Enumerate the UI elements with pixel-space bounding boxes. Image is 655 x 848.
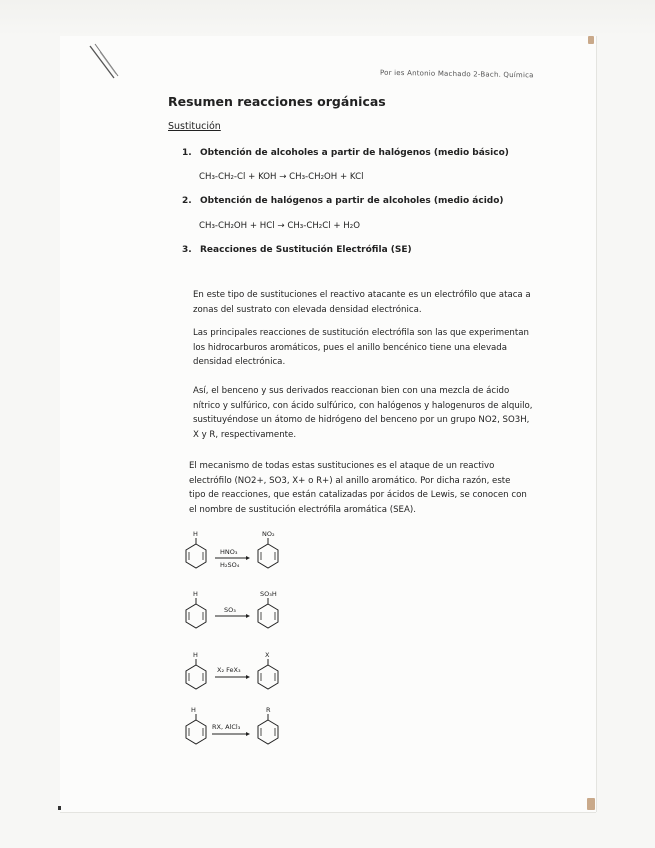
item-3-text: Reacciones de Sustitución Electrófila (SE) [200,245,412,255]
paragraph-4: El mecanismo de todas estas sustituciones es el ataque de un reactivo electrófilo (NO2+, SO3, X+ o R+) al anillo aromático. Por dicha razón, este tipo de reacciones, que están catalizadas por ácidos de Lewis, se conocen con el nombre de sustitución electrófila aromática (SEA). [189,461,527,515]
reactant-substituent: H [193,590,198,598]
reagent-top: SO₃ [224,606,236,614]
reagent-bottom: H₂SO₄ [220,561,240,569]
section-heading: Sustitución [168,121,221,132]
benzene-ring-icon [180,706,290,766]
paper-clip-icon [86,42,126,82]
item-1-number: 1. [182,148,192,158]
corner-mark-bottom-left [58,806,61,810]
reagent-top: HNO₃ [220,548,238,556]
reaction-sulfonation [180,590,290,650]
header-note: Por ies Antonio Machado 2-Bach. Química [380,68,534,80]
scan-background-top [0,0,655,36]
reaction-alkylation [180,706,290,766]
benzene-ring-icon [180,590,290,650]
reactant-substituent: H [193,651,198,659]
corner-mark-bottom-right [587,798,595,810]
item-2-equation: CH₃-CH₂OH + HCl → CH₃-CH₂Cl + H₂O [199,221,360,231]
product-substituent: X [265,651,270,659]
reactant-substituent: H [193,530,198,538]
item-1-heading [182,148,509,158]
page-title: Resumen reacciones orgánicas [168,94,386,109]
paragraph-3: Así, el benceno y sus derivados reaccionan bien con una mezcla de ácido nítrico y sulfúrico, con ácido sulfúrico, con halógenos y halogenuros de alquilo, sustituyéndose un átomo de hidrógeno del benceno por un grupo NO2, SO3H, X y R, respectivamente. [193,386,533,440]
item-2-number: 2. [182,196,192,206]
item-1-text: Obtención de alcoholes a partir de halógenos (medio básico) [200,148,509,158]
paragraph-1: En este tipo de sustituciones el reactivo atacante es un electrófilo que ataca a zonas del sustrato con elevada densidad electrónica. [193,290,531,315]
reagent-top: RX, AlCl₃ [212,723,241,731]
item-2-heading [182,196,504,206]
item-2-text: Obtención de halógenos a partir de alcoholes (medio ácido) [200,196,504,206]
item-3-heading [182,245,412,255]
item-1-equation: CH₃-CH₂-Cl + KOH → CH₃-CH₂OH + KCl [199,172,364,182]
product-substituent: SO₃H [260,590,277,598]
benzene-ring-icon [180,651,290,711]
benzene-ring-icon [180,530,290,590]
item-3-number: 3. [182,245,192,255]
product-substituent: R [266,706,271,714]
paragraph-2: Las principales reacciones de sustitución electrófila son las que experimentan los hidrocarburos aromáticos, pues el anillo bencénico tiene una elevada densidad electrónica. [193,328,529,367]
product-substituent: NO₂ [262,530,275,538]
reagent-top: X₂ FeX₃ [217,666,241,674]
reaction-halogenation [180,651,290,711]
reactant-substituent: H [191,706,196,714]
corner-mark-top-right [588,36,594,44]
reaction-nitration [180,530,290,590]
